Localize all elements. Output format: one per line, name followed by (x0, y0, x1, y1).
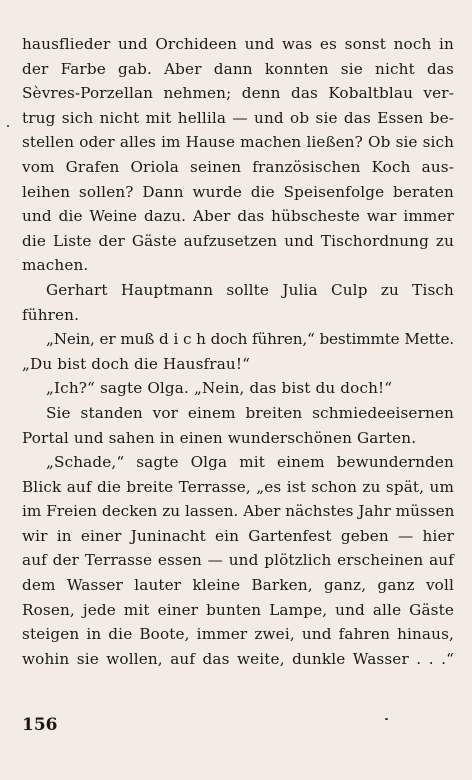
ink-speck (385, 718, 388, 720)
text-line: leihen sollen? Dann wurde die Speisenfolge beraten (22, 182, 454, 201)
text-line: machen. (22, 256, 89, 275)
text-line: steigen in die Boote, immer zwei, und fahren hinaus, (22, 625, 454, 644)
text-line: Sie standen vor einem breiten schmiedeeisernen (46, 403, 454, 422)
text-line: auf der Terrasse essen — und plötzlich erscheinen auf (22, 551, 454, 570)
text-line: „Schade,“ sagte Olga mit einem bewundernden (46, 453, 454, 472)
text-line: Gerhart Hauptmann sollte Julia Culp zu Tisch (46, 280, 454, 299)
text-line: der Farbe gab. Aber dann konnten sie nicht das (22, 59, 454, 78)
ink-speck (7, 125, 9, 127)
text-line: Rosen, jede mit einer bunten Lampe, und alle Gäste (22, 600, 454, 619)
text-line: Blick auf die breite Terrasse, „es ist schon zu spät, um (22, 477, 454, 496)
page-number: 156 (22, 715, 58, 735)
text-line: vom Grafen Oriola seinen französischen Koch aus- (22, 157, 454, 176)
text-line: dem Wasser lauter kleine Barken, ganz, ganz voll (22, 576, 454, 595)
text-line: „Nein, er muß d i c h doch führen,“ bestimmte Mette. (46, 330, 454, 349)
text-line: trug sich nicht mit hellila — und ob sie das Essen be- (22, 108, 454, 127)
text-line: führen. (22, 305, 80, 324)
text-line: Sèvres-Porzellan nehmen; denn das Kobaltblau ver- (22, 84, 454, 103)
text-line: die Liste der Gäste aufzusetzen und Tischordnung zu (22, 231, 454, 250)
body-text (22, 32, 454, 671)
text-line: stellen oder alles im Hause machen ließen? Ob sie sich (22, 133, 454, 152)
text-line: hausflieder und Orchideen und was es sonst noch in (22, 35, 454, 53)
text-line: im Freien decken zu lassen. Aber nächstes Jahr müssen (22, 502, 455, 521)
text-line: Portal und sahen in einen wunderschönen Garten. (22, 428, 417, 447)
text-line: „Ich?“ sagte Olga. „Nein, das bist du doch!“ (46, 379, 393, 398)
text-line: wohin sie wollen, auf das weite, dunkle Wasser . . .“ (22, 649, 454, 668)
text-line: wir in einer Juninacht ein Gartenfest geben — hier (22, 526, 454, 545)
text-line: und die Weine dazu. Aber das hübscheste war immer (22, 207, 454, 226)
text-line: „Du bist doch die Hausfrau!“ (22, 354, 250, 373)
